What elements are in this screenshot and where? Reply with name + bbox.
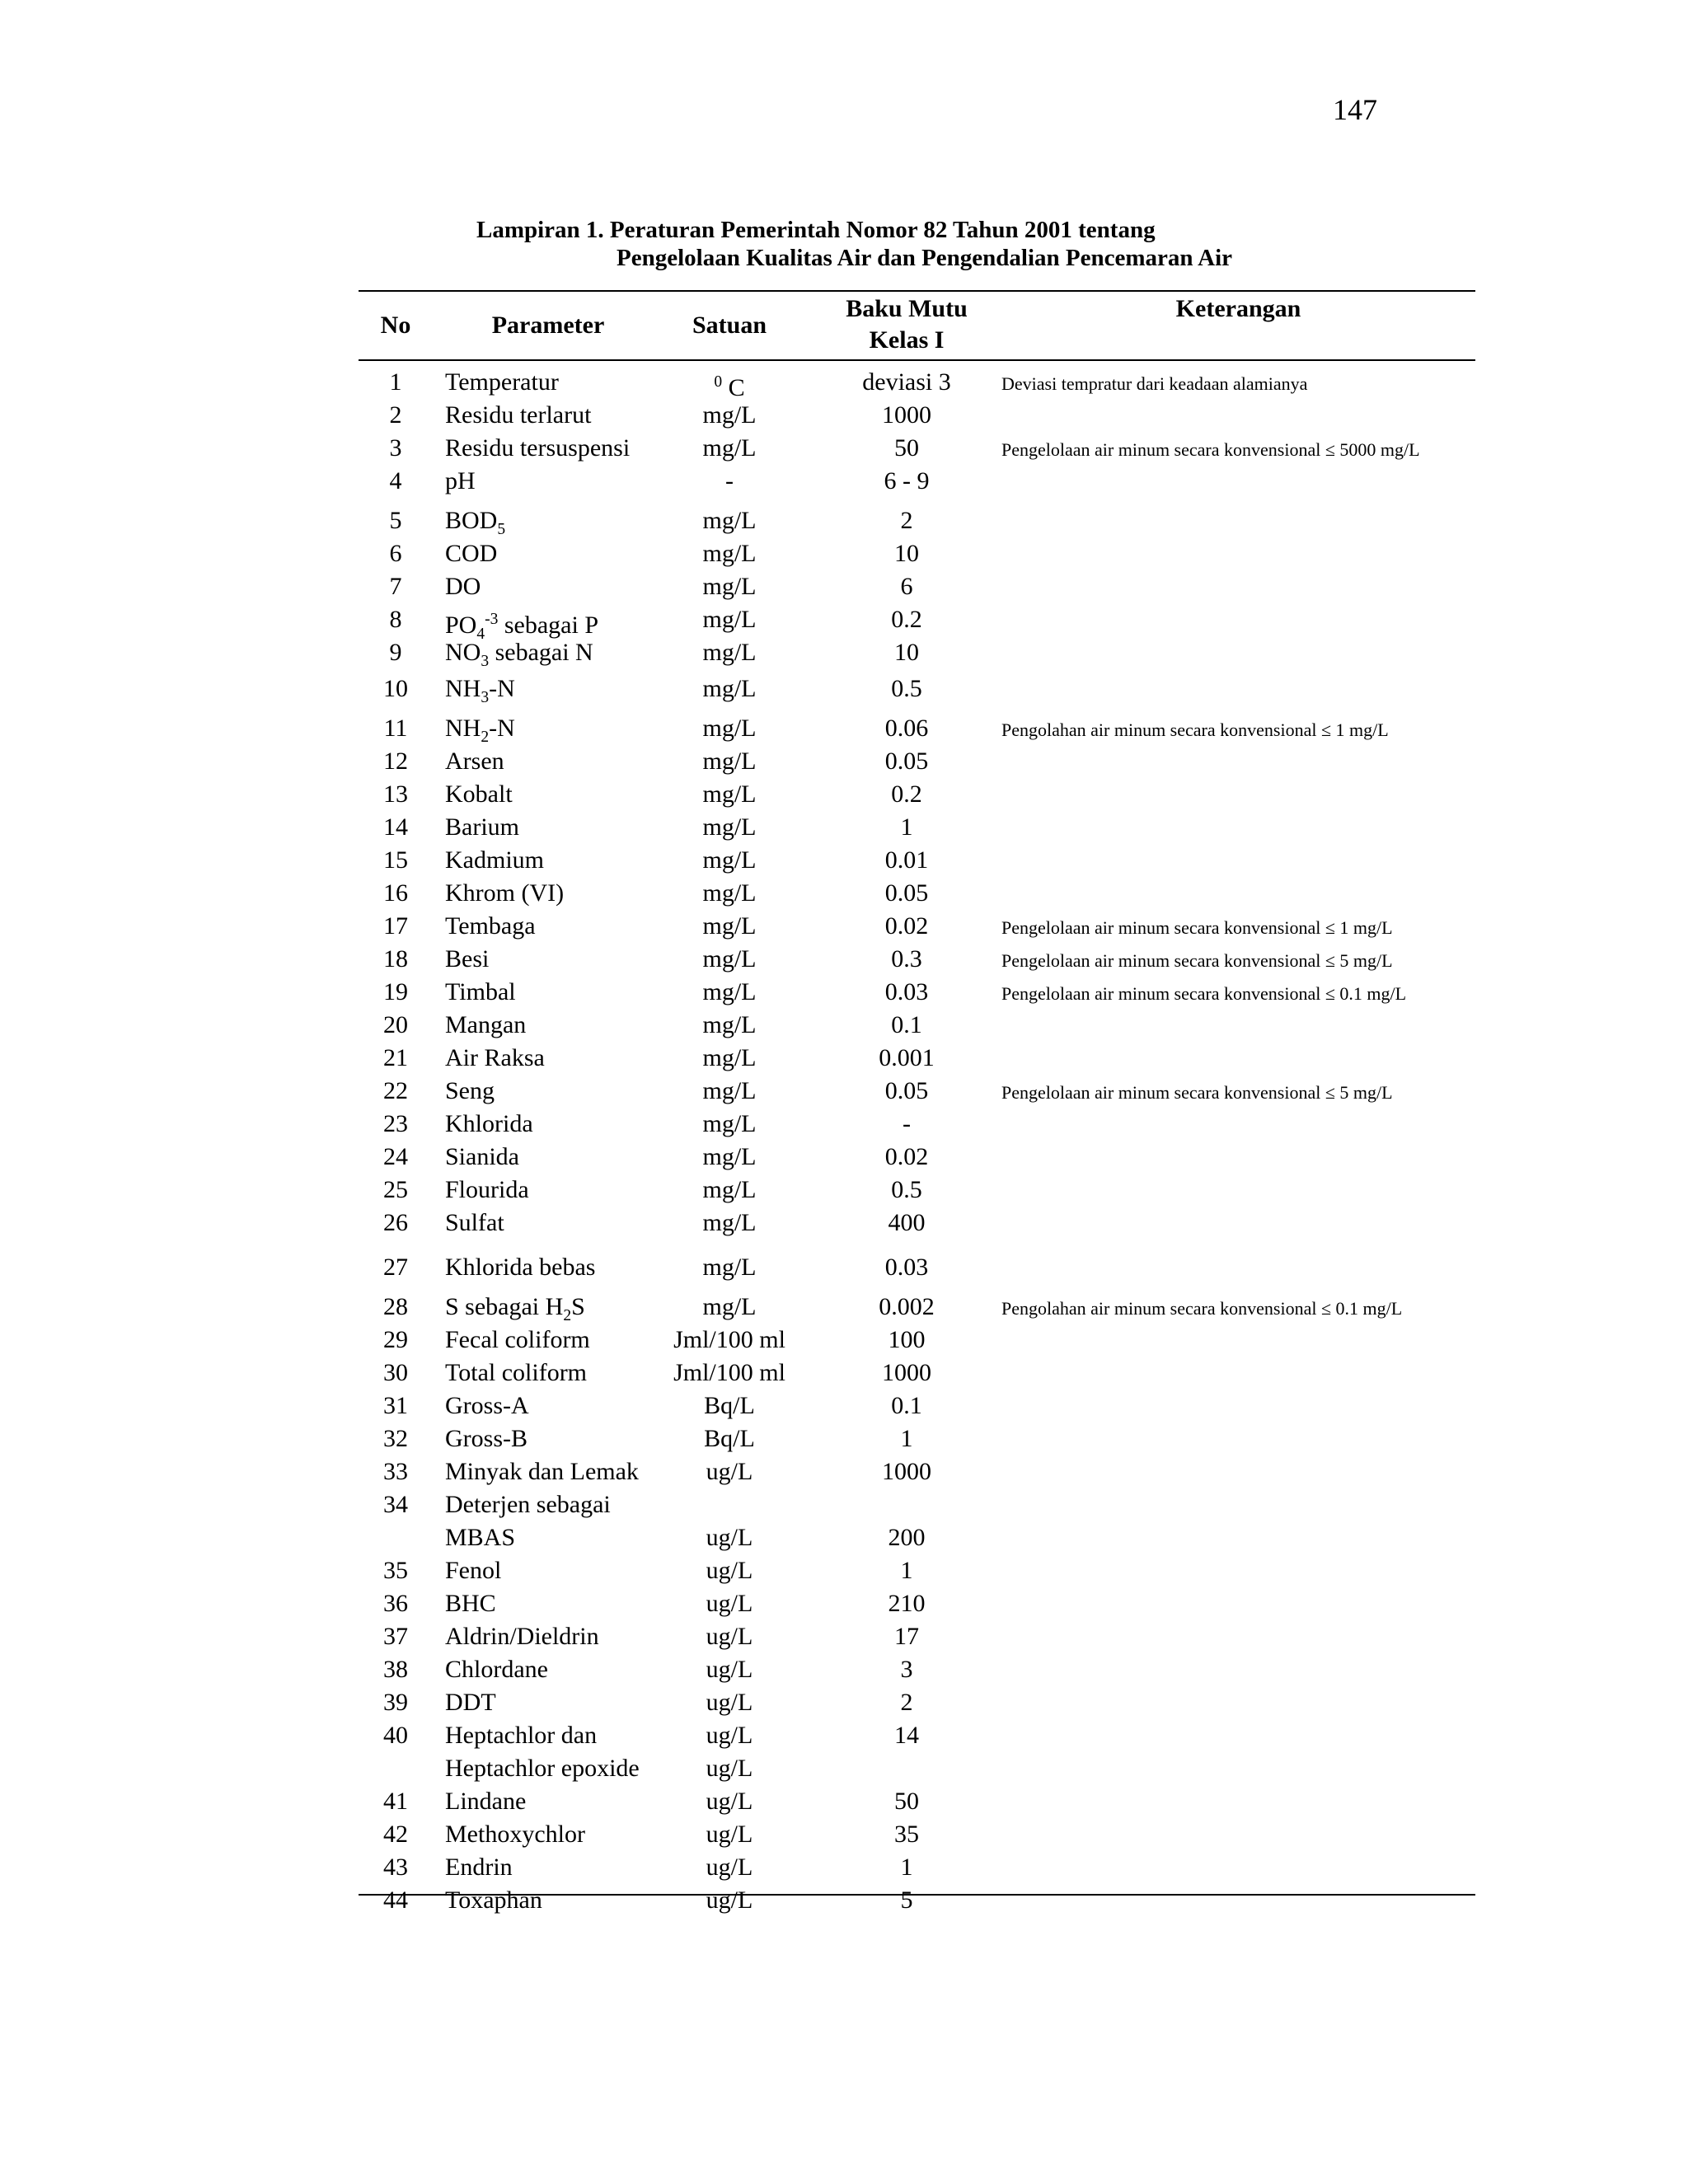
row-baku-mutu: 35: [894, 1821, 919, 1848]
row-baku-mutu: 0.05: [884, 748, 929, 775]
table-row: [359, 778, 1475, 811]
row-satuan: mg/L: [702, 606, 757, 633]
row-satuan: ug/L: [706, 1623, 753, 1650]
table-row: [359, 943, 1475, 976]
row-satuan: Bq/L: [704, 1392, 755, 1419]
row-baku-mutu: 0.02: [884, 1143, 929, 1170]
row-number: 13: [383, 780, 408, 808]
row-satuan: mg/L: [702, 1044, 757, 1071]
row-number: 5: [389, 507, 402, 534]
row-satuan: mg/L: [702, 748, 757, 775]
row-number: 7: [389, 573, 402, 600]
row-parameter: Endrin: [445, 1854, 513, 1881]
row-baku-mutu: 0.05: [884, 1077, 929, 1104]
row-number: 14: [383, 813, 408, 841]
row-number: 22: [383, 1077, 408, 1104]
row-parameter: $NH_3-N$: [445, 675, 515, 706]
table-row: [359, 1818, 1475, 1851]
row-parameter: Toxaphan: [445, 1886, 542, 1914]
row-parameter: Heptachlor dan: [445, 1722, 598, 1749]
row-number: 40: [383, 1722, 408, 1749]
row-satuan: Bq/L: [704, 1425, 755, 1452]
table-row: [359, 1422, 1475, 1455]
table-row: [359, 1009, 1475, 1042]
row-satuan: mg/L: [702, 1011, 757, 1038]
row-parameter: $NH_2-N$: [445, 715, 515, 746]
row-parameter: Temperatur: [445, 368, 559, 396]
row-satuan: -: [725, 467, 734, 494]
table-row: [359, 636, 1475, 669]
header-keterangan: Keterangan: [1175, 295, 1301, 322]
table-row: [359, 976, 1475, 1009]
row-number: 28: [383, 1293, 408, 1320]
table-row: [359, 1042, 1475, 1075]
row-satuan: mg/L: [702, 573, 757, 600]
row-baku-mutu: 14: [894, 1722, 919, 1749]
row-baku-mutu: 6: [900, 573, 913, 600]
row-parameter: Flourida: [445, 1176, 529, 1203]
row-baku-mutu: 1000: [882, 1458, 931, 1485]
row-parameter: Fecal coliform: [445, 1326, 590, 1353]
row-parameter: Gross-B: [445, 1425, 528, 1452]
table-row: [359, 844, 1475, 877]
row-parameter: Lindane: [445, 1788, 527, 1815]
row-baku-mutu: 10: [894, 540, 919, 567]
row-number: 1: [389, 368, 402, 396]
table-row: [359, 1390, 1475, 1422]
row-satuan: ug/L: [706, 1788, 753, 1815]
row-number: 31: [383, 1392, 408, 1419]
row-satuan: ug/L: [706, 1722, 753, 1749]
row-baku-mutu: 0.2: [891, 606, 922, 633]
row-number: 36: [383, 1590, 408, 1617]
table-row: [359, 673, 1475, 705]
row-satuan: Jml/100 ml: [673, 1359, 785, 1386]
row-number: 15: [383, 846, 408, 874]
row-parameter: Residu tersuspensi: [445, 434, 631, 462]
row-parameter: Aldrin/Dieldrin: [445, 1623, 599, 1650]
table-row: [359, 366, 1475, 399]
row-baku-mutu: 2: [900, 507, 913, 534]
row-number: 41: [383, 1788, 408, 1815]
row-baku-mutu: 1000: [882, 401, 931, 429]
row-satuan: ug/L: [706, 1886, 753, 1914]
row-satuan: mg/L: [702, 912, 757, 940]
row-number: 6: [389, 540, 402, 567]
row-baku-mutu: 0.05: [884, 879, 929, 907]
row-baku-mutu: 0.3: [891, 945, 922, 972]
row-baku-mutu: 1: [900, 813, 913, 841]
row-satuan: ug/L: [706, 1590, 753, 1617]
row-parameter: Air Raksa: [445, 1044, 545, 1071]
table-row: [359, 910, 1475, 943]
row-satuan: mg/L: [702, 1176, 757, 1203]
row-parameter: Sulfat: [445, 1209, 504, 1236]
row-satuan: mg/L: [702, 879, 757, 907]
row-number: 11: [383, 715, 408, 742]
row-parameter: Kadmium: [445, 846, 544, 874]
table-row: [359, 1075, 1475, 1108]
row-parameter: Residu terlarut: [445, 401, 592, 429]
row-baku-mutu: 1: [900, 1854, 913, 1881]
row-number: 34: [383, 1491, 408, 1518]
row-number: 27: [383, 1254, 408, 1281]
row-baku-mutu: 3: [900, 1656, 913, 1683]
table-row: [359, 1686, 1475, 1719]
table-row: [359, 811, 1475, 844]
header-satuan: Satuan: [692, 312, 767, 339]
row-baku-mutu: 1: [900, 1557, 913, 1584]
row-baku-mutu: 0.5: [891, 1176, 922, 1203]
row-keterangan: Pengolahan air minum secara konvensional ≤ 0.1 mg/L: [1001, 1298, 1403, 1319]
row-parameter: Total coliform: [445, 1359, 588, 1386]
row-parameter: S sebagai $H_2S$: [445, 1293, 585, 1324]
row-baku-mutu: 6 - 9: [884, 467, 930, 494]
table-row: [359, 1207, 1475, 1240]
row-number: 18: [383, 945, 408, 972]
row-baku-mutu: 0.5: [891, 675, 922, 702]
row-parameter: $PO_4^{-3}$ sebagai P: [445, 611, 598, 643]
row-number: 37: [383, 1623, 408, 1650]
row-baku-mutu: 0.03: [884, 1254, 929, 1281]
row-satuan: ug/L: [706, 1557, 753, 1584]
row-parameter: COD: [445, 540, 498, 567]
row-number: 10: [383, 675, 408, 702]
row-satuan: mg/L: [702, 1293, 757, 1320]
row-number: 26: [383, 1209, 408, 1236]
row-keterangan: Pengolahan air minum secara konvensional ≤ 1 mg/L: [1001, 719, 1389, 740]
row-baku-mutu: 100: [888, 1326, 926, 1353]
row-parameter: Khlorida bebas: [445, 1254, 596, 1281]
row-satuan: $^0$ C: [714, 373, 745, 401]
row-parameter: Chlordane: [445, 1656, 548, 1683]
row-satuan: mg/L: [702, 1209, 757, 1236]
row-satuan: mg/L: [702, 780, 757, 808]
row-number: 42: [383, 1821, 408, 1848]
row-parameter: Fenol: [445, 1557, 502, 1584]
row-satuan: mg/L: [702, 540, 757, 567]
header-no: No: [380, 312, 411, 339]
row-number: 25: [383, 1176, 408, 1203]
row-parameter: Minyak dan Lemak: [445, 1458, 639, 1485]
row-number: 24: [383, 1143, 408, 1170]
row-parameter: pH: [445, 467, 476, 494]
row-satuan: ug/L: [706, 1524, 753, 1551]
table-row: [359, 1752, 1475, 1785]
row-parameter: DO: [445, 573, 481, 600]
row-baku-mutu: 210: [888, 1590, 926, 1617]
row-number: 29: [383, 1326, 408, 1353]
row-baku-mutu: 0.2: [891, 780, 922, 808]
table-row: [359, 712, 1475, 745]
row-baku-mutu: 50: [894, 1788, 919, 1815]
row-baku-mutu: 2: [900, 1689, 913, 1716]
row-baku-mutu: deviasi 3: [862, 368, 951, 396]
row-satuan: mg/L: [702, 978, 757, 1005]
caption-line-1: Lampiran 1. Peraturan Pemerintah Nomor 82 Tahun 2001 tentang: [476, 217, 1156, 243]
water-quality-table: [359, 290, 1475, 1914]
row-satuan: ug/L: [706, 1656, 753, 1683]
table-row: [359, 504, 1475, 537]
row-satuan: mg/L: [702, 1110, 757, 1137]
row-parameter: Sianida: [445, 1143, 519, 1170]
row-number: 8: [389, 606, 402, 633]
row-satuan: ug/L: [706, 1821, 753, 1848]
row-baku-mutu: 17: [894, 1623, 919, 1650]
row-keterangan: Pengelolaan air minum secara konvensional ≤ 1 mg/L: [1001, 917, 1393, 938]
row-number: 32: [383, 1425, 408, 1452]
table-row: [359, 1884, 1475, 1917]
table-row: [359, 1174, 1475, 1207]
row-baku-mutu: 1: [900, 1425, 913, 1452]
row-parameter: Seng: [445, 1077, 495, 1104]
row-number: 16: [383, 879, 408, 907]
row-number: 21: [383, 1044, 408, 1071]
table-row: [359, 1251, 1475, 1284]
row-satuan: mg/L: [702, 401, 757, 429]
row-baku-mutu: 1000: [882, 1359, 931, 1386]
table-row: [359, 1587, 1475, 1620]
row-parameter: Tembaga: [445, 912, 536, 940]
row-parameter: Gross-A: [445, 1392, 529, 1419]
row-number: 39: [383, 1689, 408, 1716]
row-baku-mutu: 0.01: [884, 846, 929, 874]
row-parameter: BHC: [445, 1590, 496, 1617]
row-baku-mutu: 0.03: [884, 978, 929, 1005]
row-baku-mutu: 0.1: [891, 1011, 922, 1038]
row-parameter: Timbal: [445, 978, 516, 1005]
header-parameter: Parameter: [491, 312, 605, 339]
row-number: 44: [383, 1886, 408, 1914]
table-row: [359, 1291, 1475, 1324]
row-satuan: ug/L: [706, 1458, 753, 1485]
page-number: 147: [1333, 93, 1377, 126]
table-row: [359, 1653, 1475, 1686]
row-satuan: mg/L: [702, 715, 757, 742]
table-row: [359, 432, 1475, 465]
row-number: 23: [383, 1110, 408, 1137]
row-satuan: mg/L: [702, 675, 757, 702]
row-baku-mutu: 0.06: [884, 715, 929, 742]
table-body: [359, 361, 1475, 1914]
table-row: [359, 1554, 1475, 1587]
row-satuan: ug/L: [706, 1689, 753, 1716]
table-row: [359, 1108, 1475, 1141]
row-keterangan: Pengelolaan air minum secara konvensional ≤ 5 mg/L: [1001, 1082, 1393, 1103]
table-row: [359, 1488, 1475, 1554]
row-parameter: Besi: [445, 945, 490, 972]
row-parameter: Khlorida: [445, 1110, 533, 1137]
row-parameter: Khrom (VI): [445, 879, 565, 907]
table-row: [359, 1455, 1475, 1488]
row-satuan: mg/L: [702, 1077, 757, 1104]
table-row: [359, 1141, 1475, 1174]
row-number: 3: [389, 434, 402, 462]
row-number: 38: [383, 1656, 408, 1683]
row-parameter: Methoxychlor: [445, 1821, 585, 1848]
header-baku-mutu: Baku Mutu: [846, 295, 968, 322]
row-keterangan: Pengelolaan air minum secara konvensional ≤ 5000 mg/L: [1001, 439, 1420, 460]
table-row: [359, 537, 1475, 570]
row-baku-mutu: 50: [894, 434, 919, 462]
row-satuan: ug/L: [706, 1854, 753, 1881]
row-baku-mutu: 5: [900, 1886, 913, 1914]
row-number: 43: [383, 1854, 408, 1881]
table-row: [359, 1620, 1475, 1653]
row-baku-mutu: 10: [894, 639, 919, 666]
row-baku-mutu: 400: [888, 1209, 926, 1236]
row-parameter: Barium: [445, 813, 519, 841]
table-row: [359, 1719, 1475, 1752]
row-parameter: DDT: [445, 1689, 496, 1716]
row-baku-mutu: -: [903, 1110, 911, 1137]
row-satuan: mg/L: [702, 1254, 757, 1281]
table-row: [359, 603, 1475, 643]
table-row: [359, 1785, 1475, 1818]
table-row: [359, 570, 1475, 603]
row-parameter: Mangan: [445, 1011, 527, 1038]
row-parameter: $BOD_5$: [445, 507, 506, 538]
table-row: [359, 745, 1475, 778]
row-satuan: mg/L: [702, 434, 757, 462]
row-keterangan: Deviasi tempratur dari keadaan alamianya: [1001, 373, 1308, 394]
row-number: 12: [383, 748, 408, 775]
row-satuan: Jml/100 ml: [673, 1326, 785, 1353]
row-satuan: mg/L: [702, 945, 757, 972]
row-number: 19: [383, 978, 408, 1005]
row-number: 20: [383, 1011, 408, 1038]
row-number: 35: [383, 1557, 408, 1584]
row-baku-mutu: 0.1: [891, 1392, 922, 1419]
row-number: 17: [383, 912, 408, 940]
row-number: 4: [389, 467, 402, 494]
table-row: [359, 1357, 1475, 1390]
row-parameter: $NO_3$ sebagai N: [445, 639, 593, 670]
row-number: 30: [383, 1359, 408, 1386]
row-baku-mutu: 200: [888, 1524, 926, 1551]
row-satuan: ug/L: [706, 1755, 753, 1782]
row-number: 2: [389, 401, 402, 429]
table-row: [359, 1324, 1475, 1357]
row-parameter: Deterjen sebagai MBAS: [445, 1491, 611, 1551]
caption-line-2: Pengelolaan Kualitas Air dan Pengendalian Pencemaran Air: [617, 245, 1233, 271]
row-number: 9: [389, 639, 402, 666]
row-baku-mutu: 0.002: [879, 1293, 935, 1320]
row-keterangan: Pengelolaan air minum secara konvensional ≤ 5 mg/L: [1001, 950, 1393, 971]
row-baku-mutu: 0.02: [884, 912, 929, 940]
row-parameter: Kobalt: [445, 780, 513, 808]
row-satuan: mg/L: [702, 846, 757, 874]
table-row: [359, 399, 1475, 432]
row-parameter: Heptachlor epoxide: [445, 1755, 640, 1782]
table-row: [359, 1851, 1475, 1884]
table-row: [359, 877, 1475, 910]
row-satuan: mg/L: [702, 813, 757, 841]
table-header: [359, 292, 1475, 359]
row-baku-mutu: 0.001: [879, 1044, 935, 1071]
row-keterangan: Pengelolaan air minum secara konvensional ≤ 0.1 mg/L: [1001, 983, 1407, 1004]
row-satuan: mg/L: [702, 1143, 757, 1170]
header-kelas: Kelas I: [869, 326, 945, 354]
row-satuan: mg/L: [702, 507, 757, 534]
table-row: [359, 465, 1475, 498]
row-parameter: Arsen: [445, 748, 504, 775]
row-satuan: mg/L: [702, 639, 757, 666]
row-number: 33: [383, 1458, 408, 1485]
